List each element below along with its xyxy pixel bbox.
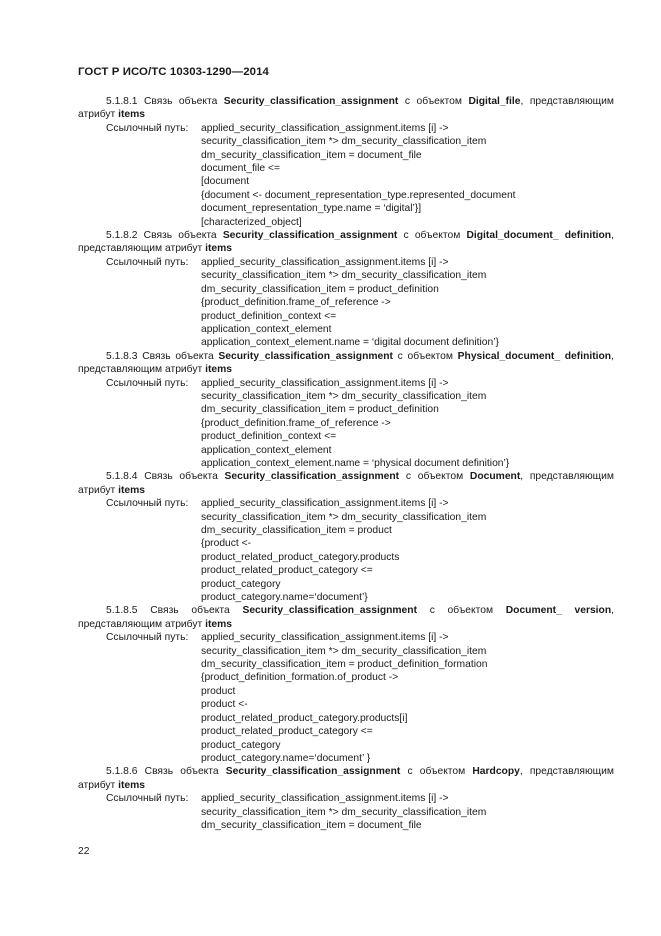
- clause-target-name: Physical_document_ definition: [457, 350, 612, 362]
- reference-path-line: product_category: [201, 739, 281, 751]
- clause-relation-text: Связь объекта: [150, 605, 230, 617]
- clause-entity-name: Security_classification_assignment: [218, 350, 393, 362]
- reference-path-line: dm_security_classification_item = product_definition: [201, 404, 439, 416]
- reference-path-line: product_related_product_category <=: [201, 726, 373, 738]
- reference-path-lines: [201, 377, 614, 471]
- clause-attribute-text: , представляющим атрибут: [78, 766, 614, 791]
- reference-path-line: product_definition_context <=: [201, 310, 337, 322]
- reference-path-line: security_classification_item *> dm_security_classification_item: [201, 806, 487, 818]
- clause-5-1-8-1: [78, 95, 614, 229]
- clause-number: 5.1.8.2: [106, 230, 138, 242]
- reference-path-line: dm_security_classification_item = product: [201, 525, 392, 536]
- clause-number: 5.1.8.1: [106, 96, 138, 107]
- reference-path: [78, 497, 614, 604]
- reference-path-line: application_context_element.name = ‘physical document definition’}: [201, 457, 510, 469]
- reference-path: [78, 631, 614, 765]
- reference-path-line: application_context_element: [201, 323, 332, 335]
- clause-entity-name: Security_classification_assignment: [222, 230, 398, 242]
- reference-path-line: [characterized_object]: [201, 216, 302, 228]
- clause-attribute-name: items: [118, 779, 146, 791]
- clause-entity-name: Security_classification_assignment: [225, 766, 401, 778]
- reference-path: [78, 377, 614, 471]
- reference-path-label: Ссылочный путь:: [106, 632, 189, 644]
- clause-entity-name: Security_classification_assignment: [242, 605, 418, 617]
- clause-attribute-text: , представляющим атрибут: [78, 350, 614, 376]
- reference-path-line: applied_security_classification_assignment.items [i] ->: [201, 377, 449, 389]
- clause-target-name: Hardcopy: [472, 766, 520, 778]
- clause-number: 5.1.8.3: [106, 350, 138, 362]
- clause-title: [78, 604, 614, 631]
- clause-relation-text: с объектом: [397, 350, 453, 362]
- reference-path-label: Ссылочный путь:: [106, 377, 189, 389]
- clause-number: 5.1.8.4: [106, 471, 138, 483]
- reference-path-line: product <-: [201, 699, 248, 711]
- reference-path-line: security_classification_item *> dm_security_classification_item: [201, 511, 487, 523]
- reference-path-line: security_classification_item *> dm_security_classification_item: [201, 136, 487, 148]
- clause-attribute-text: , представляющим атрибут: [78, 96, 614, 121]
- reference-path-line: document_file <=: [201, 163, 280, 175]
- document-body: [78, 95, 614, 832]
- reference-path-label: Ссылочный путь:: [106, 256, 189, 268]
- clause-5-1-8-6: [78, 765, 614, 832]
- clause-attribute-name: items: [205, 618, 233, 630]
- clause-relation-text: с объектом: [403, 230, 461, 242]
- clause-relation-text: Связь объекта: [144, 471, 218, 483]
- clause-relation-text: Связь объекта: [143, 96, 218, 107]
- clause-attribute-name: items: [118, 109, 146, 121]
- clause-attribute-name: items: [118, 484, 146, 496]
- reference-path-line: product_definition_context <=: [201, 431, 337, 443]
- clause-target-name: Document_ version: [505, 605, 612, 617]
- page-number: 22: [78, 846, 90, 857]
- reference-path-line: applied_security_classification_assignment.items [i] ->: [201, 793, 449, 805]
- reference-path-label: Ссылочный путь:: [106, 122, 189, 134]
- reference-path-line: dm_security_classification_item = product_definition_formation: [201, 659, 488, 671]
- reference-path-line: [document: [201, 176, 250, 188]
- reference-path-line: applied_security_classification_assignment.items [i] ->: [201, 122, 449, 134]
- clause-title: [78, 350, 614, 377]
- reference-path-line: product_related_product_category.products: [201, 551, 400, 563]
- reference-path-line: applied_security_classification_assignment.items [i] ->: [201, 256, 449, 268]
- reference-path-line: product_related_product_category.products[i]: [201, 712, 408, 724]
- clause-entity-name: Security_classification_assignment: [224, 471, 400, 483]
- reference-path: [78, 122, 614, 229]
- reference-path: [78, 792, 614, 832]
- reference-path-line: {product_definition.frame_of_reference ->: [201, 297, 391, 309]
- clause-5-1-8-2: [78, 229, 614, 350]
- clause-target-name: Digital_document_ definition: [466, 230, 612, 242]
- clause-relation-text: с объектом: [407, 766, 466, 778]
- document-header-title: ГОСТ Р ИСО/ТС 10303-1290—2014: [78, 66, 269, 78]
- reference-path-line: product: [201, 685, 236, 697]
- clause-attribute-name: items: [205, 243, 233, 255]
- reference-path-line: application_context_element: [201, 444, 332, 456]
- clause-relation-text: с объектом: [405, 471, 464, 483]
- reference-path-line: security_classification_item *> dm_security_classification_item: [201, 645, 487, 657]
- reference-path-line: product_category: [201, 578, 281, 590]
- clause-title: [78, 765, 614, 792]
- reference-path-line: dm_security_classification_item = document_file: [201, 149, 422, 161]
- clause-title: [78, 95, 614, 122]
- reference-path-line: applied_security_classification_assignment.items [i] ->: [201, 498, 449, 510]
- reference-path-line: document_representation_type.name = ‘digital’}]: [201, 203, 422, 215]
- reference-path-line: security_classification_item *> dm_security_classification_item: [201, 390, 487, 402]
- clause-target-name: Digital_file: [468, 96, 521, 107]
- reference-path-lines: [201, 256, 614, 350]
- reference-path-lines: [201, 497, 614, 604]
- clause-attribute-name: items: [205, 364, 233, 376]
- reference-path-line: product_category.name=‘document’}: [201, 592, 368, 604]
- reference-path-line: {product <-: [201, 538, 252, 550]
- reference-path-label: Ссылочный путь:: [106, 498, 189, 510]
- clause-title: [78, 470, 614, 497]
- clause-relation-text: с объектом: [429, 605, 494, 617]
- clause-relation-text: Связь объекта: [143, 230, 217, 242]
- reference-path-line: security_classification_item *> dm_security_classification_item: [201, 270, 487, 282]
- clause-5-1-8-3: [78, 350, 614, 471]
- reference-path-line: dm_security_classification_item = product_definition: [201, 283, 439, 295]
- clause-number: 5.1.8.6: [106, 766, 138, 778]
- reference-path-line: {document <- document_representation_type.represented_document: [201, 189, 516, 201]
- clause-entity-name: Security_classification_assignment: [223, 96, 399, 107]
- reference-path-line: {product_definition_formation.of_product ->: [201, 672, 399, 684]
- reference-path-line: product_related_product_category <=: [201, 565, 373, 577]
- reference-path-label: Ссылочный путь:: [106, 793, 189, 805]
- clause-target-name: Document: [469, 471, 521, 483]
- reference-path-lines: [201, 122, 614, 229]
- clause-5-1-8-5: [78, 604, 614, 765]
- reference-path-line: applied_security_classification_assignment.items [i] ->: [201, 632, 449, 644]
- reference-path-line: application_context_element.name = ‘digital document definition’}: [201, 337, 499, 349]
- reference-path-line: product_category.name=‘document’ }: [201, 752, 371, 764]
- clause-relation-text: Связь объекта: [142, 350, 214, 362]
- clause-title: [78, 229, 614, 256]
- reference-path-lines: [201, 631, 614, 765]
- clause-attribute-text: , представляющим атрибут: [78, 230, 614, 255]
- clause-relation-text: с объектом: [404, 96, 462, 107]
- clause-5-1-8-4: [78, 470, 614, 604]
- reference-path-lines: [201, 792, 614, 832]
- reference-path: [78, 256, 614, 350]
- clause-attribute-text: , представляющим атрибут: [78, 471, 614, 496]
- reference-path-line: {product_definition.frame_of_reference ->: [201, 417, 391, 429]
- clause-relation-text: Связь объекта: [144, 766, 219, 778]
- clause-attribute-text: , представляющим атрибут: [78, 605, 614, 630]
- reference-path-line: dm_security_classification_item = document_file: [201, 819, 422, 831]
- clause-number: 5.1.8.5: [106, 605, 138, 617]
